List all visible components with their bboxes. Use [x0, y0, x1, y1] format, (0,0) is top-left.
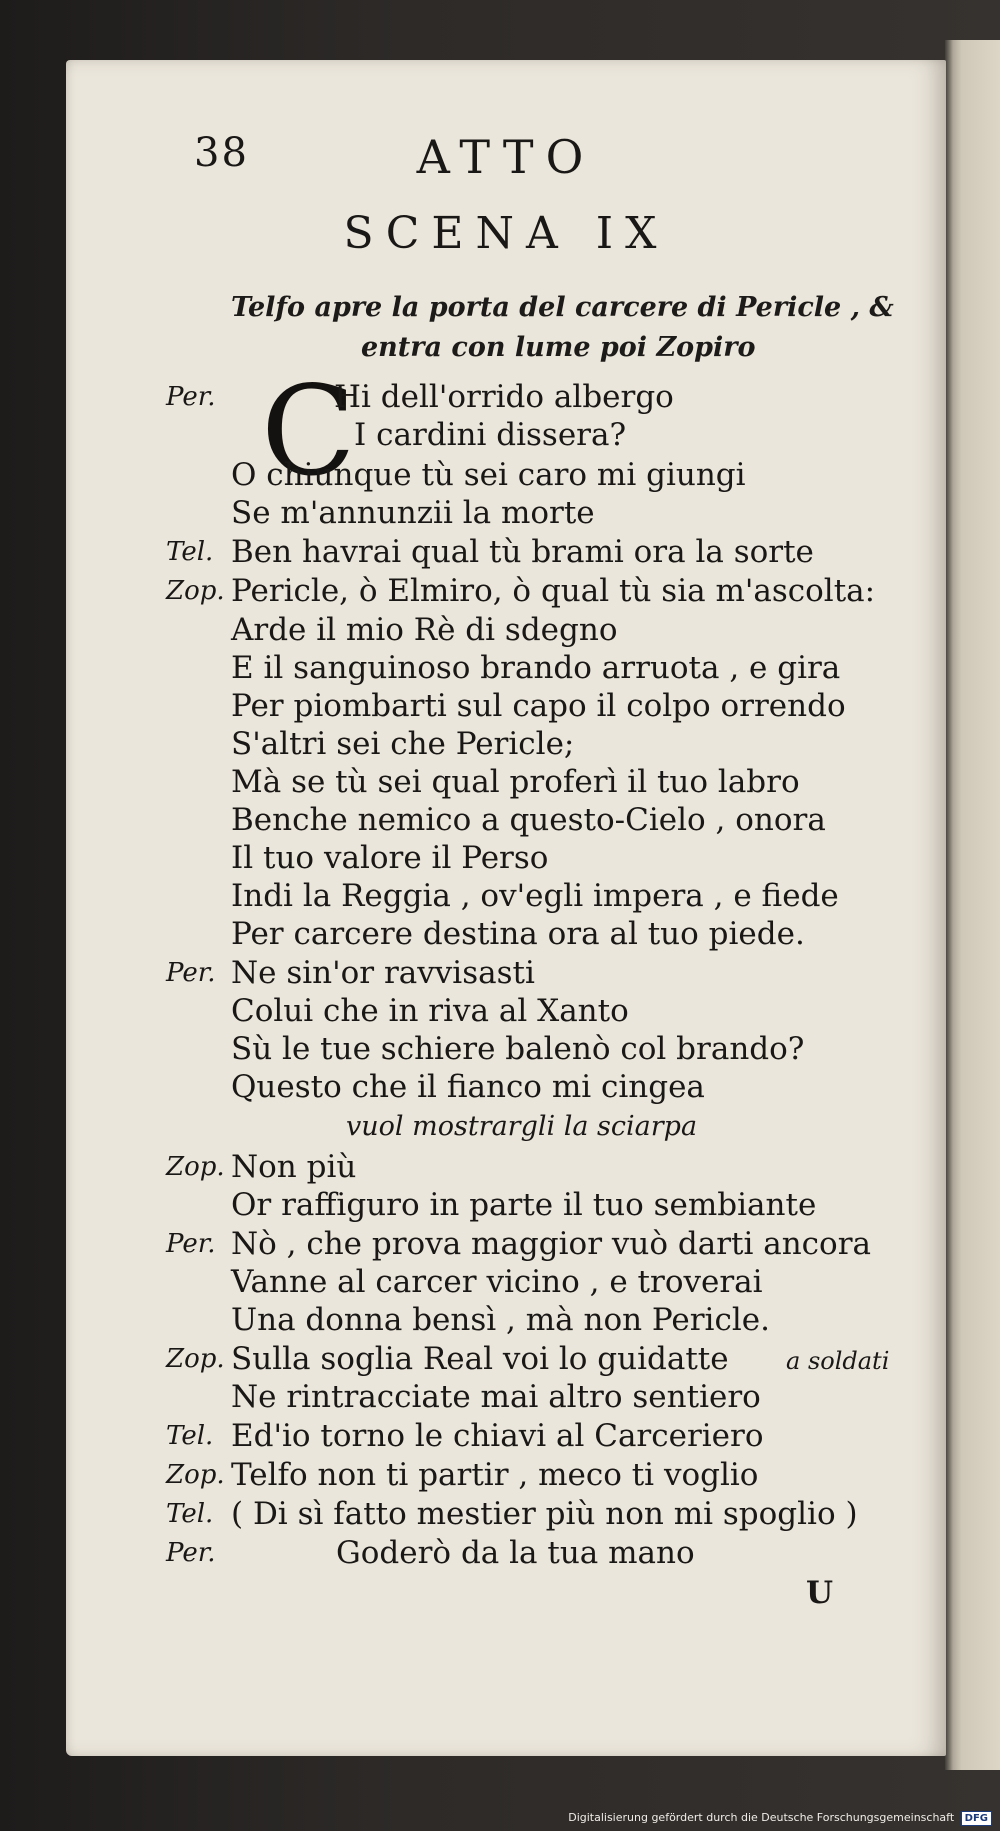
- speaker-label: Zop.: [166, 1460, 225, 1490]
- running-title: ATTO: [416, 130, 596, 184]
- catchword: U: [806, 1575, 834, 1611]
- verse-line: Goderò da la tua mano: [336, 1535, 695, 1571]
- verse-line: Il tuo valore il Perso: [231, 840, 549, 876]
- digitization-credit: [568, 1811, 992, 1829]
- book-page: [66, 60, 946, 1756]
- verse-line: Per carcere destina ora al tuo piede.: [231, 916, 805, 952]
- speaker-label: Tel.: [166, 1499, 214, 1529]
- speaker-label: Per.: [166, 1229, 216, 1259]
- speaker-label: Tel.: [166, 1421, 214, 1451]
- stage-direction-line-2: entra con lume poi Zopiro: [361, 332, 756, 363]
- verse-line: Ne sin'or ravvisasti: [231, 955, 535, 991]
- drop-capital: C: [261, 360, 356, 504]
- verse-line: Sulla soglia Real voi lo guidatte: [231, 1341, 729, 1377]
- verse-line: O chiunque tù sei caro mi giungi: [231, 457, 746, 493]
- verse-line: E il sanguinoso brando arruota , e gira: [231, 650, 841, 686]
- speaker-label: Zop.: [166, 576, 225, 606]
- page-header: [66, 130, 946, 190]
- verse-line: Or raffiguro in parte il tuo sembiante: [231, 1187, 817, 1223]
- verse-line: ( Di sì fatto mestier più non mi spoglio ): [231, 1496, 858, 1532]
- verse-line: Pericle, ò Elmiro, ò qual tù sia m'ascolta:: [231, 573, 876, 609]
- verse-line: Nò , che prova maggior vuò darti ancora: [231, 1226, 872, 1262]
- verse-line: Questo che il fianco mi cingea: [231, 1069, 705, 1105]
- page-number: 38: [194, 130, 249, 176]
- verse-line: Telfo non ti partir , meco ti voglio: [231, 1457, 759, 1493]
- credit-text: Digitalisierung gefördert durch die Deutsche Forschungsgemeinschaft: [568, 1811, 955, 1824]
- scene-title: SCENA IX: [343, 208, 669, 259]
- verse-line: Non più: [231, 1149, 357, 1185]
- verse-line: Ed'io torno le chiavi al Carceriero: [231, 1418, 764, 1454]
- verse-line: Colui che in riva al Xanto: [231, 993, 629, 1029]
- speaker-label: Per.: [166, 1538, 216, 1568]
- stage-aside: vuol mostrargli la sciarpa: [346, 1111, 698, 1142]
- speaker-label: Zop.: [166, 1344, 225, 1374]
- facing-page-edge: [945, 40, 1000, 1770]
- verse-line: Benche nemico a questo-Cielo , onora: [231, 802, 826, 838]
- stage-aside: a soldati: [786, 1347, 890, 1375]
- verse-line: Se m'annunzii la morte: [231, 495, 595, 531]
- verse-line: Sù le tue schiere balenò col brando?: [231, 1031, 805, 1067]
- verse-line: Una donna bensì , mà non Pericle.: [231, 1302, 770, 1338]
- speaker-label: Per.: [166, 382, 216, 412]
- verse-line: Per piombarti sul capo il colpo orrendo: [231, 688, 846, 724]
- verse-line: Ben havrai qual tù brami ora la sorte: [231, 534, 814, 570]
- verse-line: Ne rintracciate mai altro sentiero: [231, 1379, 761, 1415]
- speaker-label: Zop.: [166, 1152, 225, 1182]
- speaker-label: Tel.: [166, 537, 214, 567]
- stage-direction-line-1: Telfo apre la porta del carcere di Pericle , &: [231, 292, 894, 323]
- verse-line: S'altri sei che Pericle;: [231, 726, 575, 762]
- dfg-logo: DFG: [961, 1811, 992, 1826]
- verse-line: Hi dell'orrido albergo: [334, 379, 674, 415]
- verse-line: Arde il mio Rè di sdegno: [231, 612, 618, 648]
- stage-direction: [231, 288, 931, 368]
- verse-line: Vanne al carcer vicino , e troverai: [231, 1264, 763, 1300]
- verse-line: Indi la Reggia , ov'egli impera , e fiede: [231, 878, 839, 914]
- verse-line: I cardini dissera?: [354, 417, 627, 453]
- speaker-label: Per.: [166, 958, 216, 988]
- verse-line: Mà se tù sei qual proferì il tuo labro: [231, 764, 800, 800]
